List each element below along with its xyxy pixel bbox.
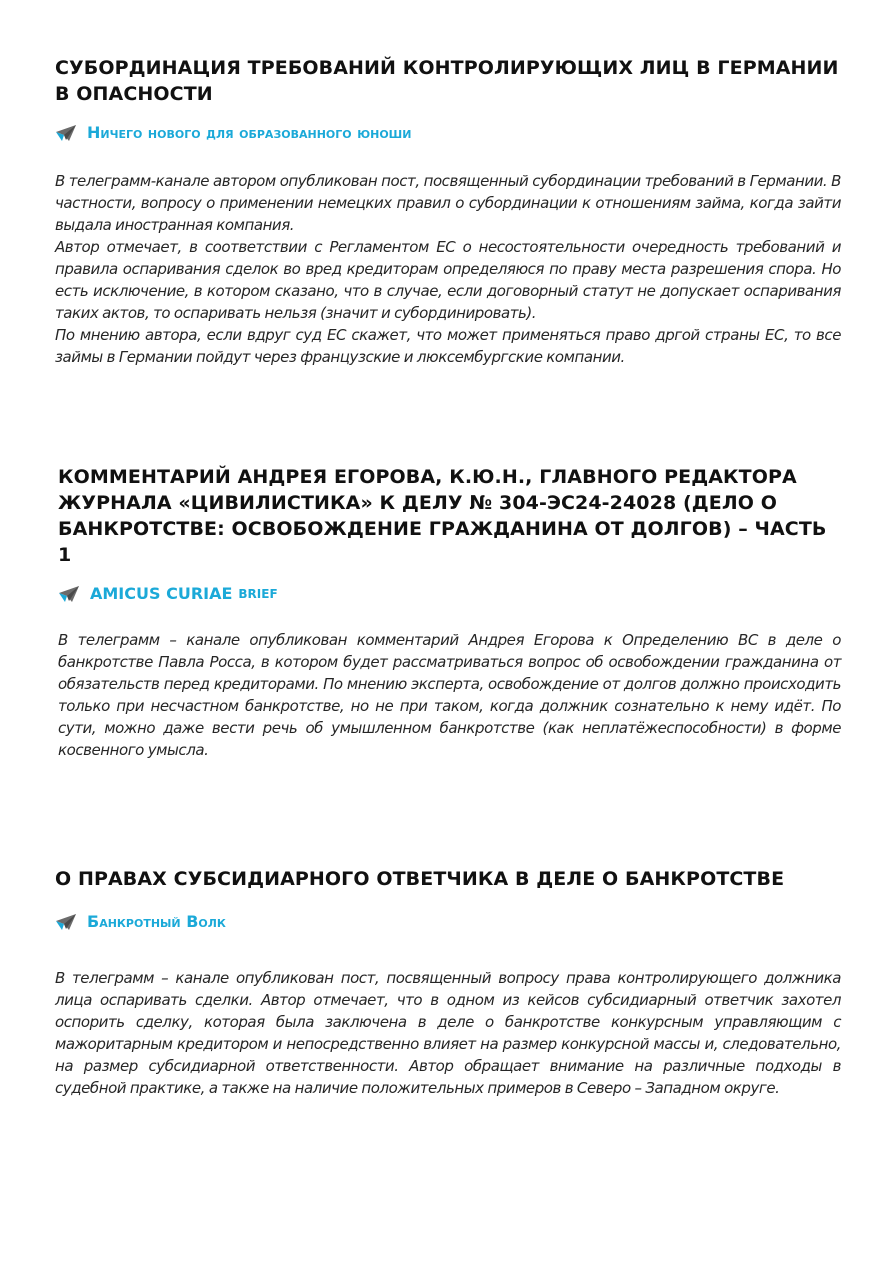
article-body: [55, 967, 841, 1099]
article-title: КОММЕНТАРИЙ АНДРЕЯ ЕГОРОВА, К.Ю.Н., ГЛАВНОГО РЕДАКТОРА ЖУРНАЛА «ЦИВИЛИСТИКА» К ДЕЛУ № 304-ЭС24-24028 (ДЕЛО О БАНКРОТСТВЕ: ОСВОБОЖДЕНИЕ ГРАЖДАНИНА ОТ ДОЛГОВ) – ЧАСТЬ 1: [58, 466, 827, 566]
body-paragraph: Автор отмечает, в соответствии с Регламентом ЕС о несостоятельности очередность требований и правила оспаривания сделок во вред кредиторам определяюся по праву места разрешения спора. Но есть исключение, в котором сказано, что в случае, если договорный статут не допускает оспаривания таких актов, то оспаривать нельзя (значит и субординировать).: [55, 238, 841, 322]
body-paragraph: В телеграмм-канале автором опубликован пост, посвященный субординации требований в Германии. В частности, вопросу о применении немецких правил о субординации к отношениям займа, когда зайти выдала иностранная компания.: [55, 172, 841, 234]
body-paragraph: В телеграмм – канале опубликован комментарий Андрея Егорова к Определению ВС в деле о банкротстве Павла Росса, в котором будет рассматриваться вопрос об освобождении гражданина от обязательств перед кредиторами. По мнению эксперта, освобождение от долгов должно происходить только при несчастном банкротстве, но не при таком, когда должник сознательно к нему идёт. По сути, можно даже вести речь об умышленном банкротстве (как неплатёжеспособности) в форме косвенного умысла.: [58, 631, 841, 759]
body-paragraph: По мнению автора, если вдруг суд ЕС скажет, что может применяться право дргой страны ЕС, то все займы в Германии пойдут через французские и люксембургские компании.: [55, 326, 841, 366]
source-link[interactable]: Ничего нового для образованного юноши: [87, 123, 412, 142]
telegram-plane-icon: [55, 913, 77, 931]
source-line: [55, 912, 841, 931]
source-line: [58, 584, 841, 603]
article-title: О ПРАВАХ СУБСИДИАРНОГО ОТВЕТЧИКА В ДЕЛЕ О БАНКРОТСТВЕ: [55, 868, 785, 890]
article-body: [58, 629, 841, 761]
article-egorov-comment: [58, 464, 841, 761]
article-body: [55, 170, 841, 368]
source-link[interactable]: Банкротный Волк: [87, 912, 226, 931]
source-suffix: BRIEF: [238, 586, 278, 601]
telegram-plane-icon: [55, 124, 77, 142]
article-subsidiary-defendant: [55, 866, 841, 1099]
article-title: СУБОРДИНАЦИЯ ТРЕБОВАНИЙ КОНТРОЛИРУЮЩИХ ЛИЦ В ГЕРМАНИИ В ОПАСНОСТИ: [55, 57, 839, 105]
source-link[interactable]: AMICUS CURIAE: [90, 584, 233, 603]
source-line: [55, 123, 841, 142]
body-paragraph: В телеграмм – канале опубликован пост, посвященный вопросу права контролирующего должника лица оспаривать сделки. Автор отмечает, что в одном из кейсов субсидиарный ответчик захотел оспорить сделку, которая была заключена в деле о банкротстве конкурсным управляющим с мажоритарным кредитором и непосредственно влияет на размер конкурсной массы и, следовательно, на размер субсидиарной ответственности. Автор обращает внимание на различные подходы в судебной практике, а также на наличие положительных примеров в Северо – Западном округе.: [55, 969, 841, 1097]
article-subordination: [55, 55, 841, 368]
telegram-plane-icon: [58, 585, 80, 603]
